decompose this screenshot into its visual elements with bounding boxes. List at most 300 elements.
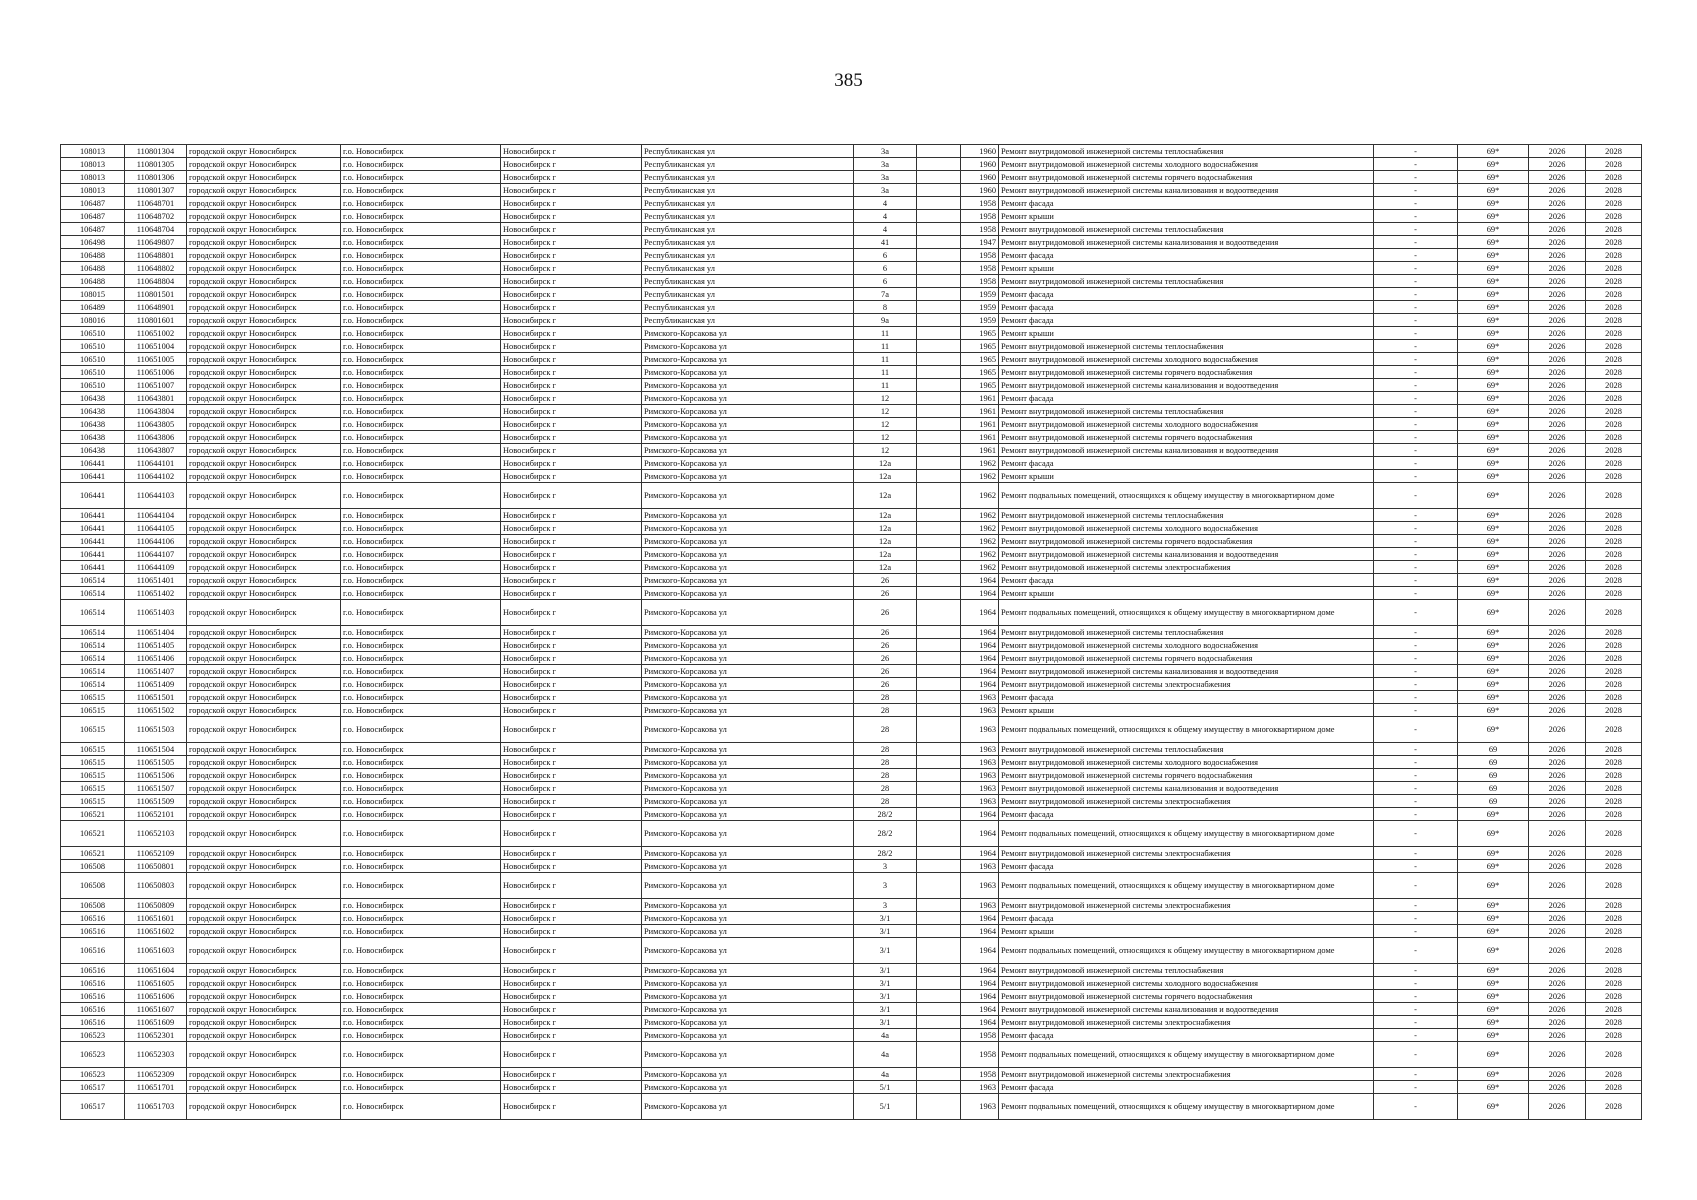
cell-house-id: 106515 (61, 795, 125, 808)
cell-cost: - (1374, 236, 1458, 249)
cell-work-type: Ремонт крыши (999, 262, 1374, 275)
cell-municipality: г.о. Новосибирск (341, 444, 501, 457)
cell-end-year: 2028 (1586, 197, 1642, 210)
cell-work-type: Ремонт внутридомовой инженерной системы теплоснабжения (999, 964, 1374, 977)
cell-municipal-district: городской округ Новосибирск (187, 353, 341, 366)
cell-municipality: г.о. Новосибирск (341, 1042, 501, 1068)
cell-house-number: 12 (854, 431, 917, 444)
cell-start-year: 2026 (1529, 353, 1586, 366)
cell-work-type: Ремонт внутридомовой инженерной системы канализования и водоотведения (999, 782, 1374, 795)
cell-construction-year: 1958 (961, 210, 999, 223)
cell-end-year: 2028 (1586, 405, 1642, 418)
cell-settlement: Новосибирск г (501, 444, 642, 457)
cell-house-number: 3/1 (854, 912, 917, 925)
cell-construction-year: 1964 (961, 600, 999, 626)
cell-municipality: г.о. Новосибирск (341, 639, 501, 652)
cell-construction-year: 1964 (961, 626, 999, 639)
table-row (61, 600, 1642, 626)
cell-house-id: 106441 (61, 509, 125, 522)
cell-municipal-district: городской округ Новосибирск (187, 600, 341, 626)
cell-municipality: г.о. Новосибирск (341, 808, 501, 821)
cell-house-number: 4 (854, 210, 917, 223)
cell-municipality: г.о. Новосибирск (341, 223, 501, 236)
cell-work-id: 110651002 (125, 327, 187, 340)
cell-work-id: 110651605 (125, 977, 187, 990)
cell-construction-year: 1964 (961, 964, 999, 977)
cell-settlement: Новосибирск г (501, 639, 642, 652)
cell-work-id: 110651402 (125, 587, 187, 600)
cell-house-number: 3 (854, 873, 917, 899)
cell-municipality: г.о. Новосибирск (341, 626, 501, 639)
cell-building-number (917, 405, 961, 418)
cell-building-number (917, 691, 961, 704)
cell-period-number: 69* (1458, 249, 1529, 262)
cell-construction-year: 1959 (961, 314, 999, 327)
cell-work-type: Ремонт фасада (999, 1029, 1374, 1042)
cell-house-id: 106516 (61, 1003, 125, 1016)
cell-cost: - (1374, 418, 1458, 431)
cell-house-number: 12а (854, 457, 917, 470)
cell-street: Римского-Корсакова ул (642, 1003, 854, 1016)
cell-building-number (917, 561, 961, 574)
cell-work-type: Ремонт крыши (999, 327, 1374, 340)
cell-municipality: г.о. Новосибирск (341, 457, 501, 470)
cell-start-year: 2026 (1529, 210, 1586, 223)
cell-settlement: Новосибирск г (501, 912, 642, 925)
cell-street: Римского-Корсакова ул (642, 1068, 854, 1081)
cell-municipal-district: городской округ Новосибирск (187, 587, 341, 600)
cell-start-year: 2026 (1529, 145, 1586, 158)
table-row (61, 925, 1642, 938)
table-row (61, 808, 1642, 821)
cell-building-number (917, 340, 961, 353)
cell-work-id: 110651606 (125, 990, 187, 1003)
cell-start-year: 2026 (1529, 470, 1586, 483)
cell-construction-year: 1965 (961, 340, 999, 353)
cell-work-type: Ремонт подвальных помещений, относящихся к общему имуществу в многоквартирном доме (999, 1042, 1374, 1068)
cell-end-year: 2028 (1586, 262, 1642, 275)
cell-settlement: Новосибирск г (501, 847, 642, 860)
cell-street: Римского-Корсакова ул (642, 444, 854, 457)
cell-building-number (917, 717, 961, 743)
cell-cost: - (1374, 1029, 1458, 1042)
cell-house-number: 26 (854, 678, 917, 691)
cell-work-type: Ремонт внутридомовой инженерной системы канализования и водоотведения (999, 184, 1374, 197)
cell-work-id: 110648702 (125, 210, 187, 223)
cell-house-number: 7а (854, 288, 917, 301)
cell-building-number (917, 977, 961, 990)
cell-start-year: 2026 (1529, 899, 1586, 912)
cell-start-year: 2026 (1529, 977, 1586, 990)
cell-house-id: 106514 (61, 587, 125, 600)
cell-start-year: 2026 (1529, 392, 1586, 405)
cell-construction-year: 1964 (961, 587, 999, 600)
cell-work-type: Ремонт внутридомовой инженерной системы теплоснабжения (999, 743, 1374, 756)
cell-house-number: 11 (854, 366, 917, 379)
cell-house-number: 6 (854, 275, 917, 288)
cell-street: Римского-Корсакова ул (642, 964, 854, 977)
cell-building-number (917, 314, 961, 327)
cell-house-number: 6 (854, 262, 917, 275)
table-row (61, 652, 1642, 665)
cell-street: Римского-Корсакова ул (642, 392, 854, 405)
table-row (61, 821, 1642, 847)
table-row (61, 990, 1642, 1003)
table-row (61, 1029, 1642, 1042)
cell-end-year: 2028 (1586, 899, 1642, 912)
cell-settlement: Новосибирск г (501, 717, 642, 743)
cell-period-number: 69* (1458, 808, 1529, 821)
cell-end-year: 2028 (1586, 509, 1642, 522)
cell-construction-year: 1964 (961, 912, 999, 925)
cell-work-type: Ремонт крыши (999, 704, 1374, 717)
cell-end-year: 2028 (1586, 379, 1642, 392)
cell-cost: - (1374, 184, 1458, 197)
table-row (61, 418, 1642, 431)
cell-cost: - (1374, 223, 1458, 236)
cell-work-id: 110651406 (125, 652, 187, 665)
cell-street: Республиканская ул (642, 301, 854, 314)
cell-settlement: Новосибирск г (501, 275, 642, 288)
cell-work-type: Ремонт внутридомовой инженерной системы канализования и водоотведения (999, 548, 1374, 561)
cell-construction-year: 1964 (961, 990, 999, 1003)
cell-start-year: 2026 (1529, 366, 1586, 379)
cell-end-year: 2028 (1586, 678, 1642, 691)
cell-cost: - (1374, 652, 1458, 665)
cell-cost: - (1374, 1003, 1458, 1016)
cell-cost: - (1374, 483, 1458, 509)
cell-house-number: 28/2 (854, 808, 917, 821)
cell-settlement: Новосибирск г (501, 470, 642, 483)
cell-cost: - (1374, 756, 1458, 769)
cell-end-year: 2028 (1586, 353, 1642, 366)
cell-construction-year: 1962 (961, 522, 999, 535)
cell-house-id: 108013 (61, 171, 125, 184)
cell-municipal-district: городской округ Новосибирск (187, 366, 341, 379)
cell-house-id: 106514 (61, 574, 125, 587)
cell-work-type: Ремонт внутридомовой инженерной системы теплоснабжения (999, 509, 1374, 522)
cell-end-year: 2028 (1586, 964, 1642, 977)
cell-cost: - (1374, 262, 1458, 275)
cell-street: Римского-Корсакова ул (642, 470, 854, 483)
cell-period-number: 69* (1458, 1003, 1529, 1016)
cell-municipal-district: городской округ Новосибирск (187, 470, 341, 483)
cell-cost: - (1374, 743, 1458, 756)
cell-work-type: Ремонт внутридомовой инженерной системы электроснабжения (999, 795, 1374, 808)
cell-municipality: г.о. Новосибирск (341, 704, 501, 717)
cell-end-year: 2028 (1586, 990, 1642, 1003)
cell-settlement: Новосибирск г (501, 990, 642, 1003)
cell-cost: - (1374, 444, 1458, 457)
cell-start-year: 2026 (1529, 860, 1586, 873)
cell-municipal-district: городской округ Новосибирск (187, 795, 341, 808)
cell-period-number: 69 (1458, 769, 1529, 782)
cell-building-number (917, 353, 961, 366)
cell-municipality: г.о. Новосибирск (341, 470, 501, 483)
cell-period-number: 69* (1458, 535, 1529, 548)
cell-work-id: 110648802 (125, 262, 187, 275)
cell-cost: - (1374, 1081, 1458, 1094)
cell-house-number: 8 (854, 301, 917, 314)
cell-house-id: 106516 (61, 990, 125, 1003)
cell-work-type: Ремонт внутридомовой инженерной системы холодного водоснабжения (999, 639, 1374, 652)
cell-end-year: 2028 (1586, 691, 1642, 704)
cell-house-id: 106514 (61, 665, 125, 678)
cell-work-type: Ремонт внутридомовой инженерной системы горячего водоснабжения (999, 366, 1374, 379)
table-row (61, 717, 1642, 743)
cell-cost: - (1374, 782, 1458, 795)
cell-work-id: 110644106 (125, 535, 187, 548)
cell-building-number (917, 938, 961, 964)
cell-end-year: 2028 (1586, 1094, 1642, 1120)
cell-house-number: 12а (854, 509, 917, 522)
cell-work-type: Ремонт подвальных помещений, относящихся к общему имуществу в многоквартирном доме (999, 600, 1374, 626)
cell-work-id: 110650801 (125, 860, 187, 873)
cell-municipality: г.о. Новосибирск (341, 1094, 501, 1120)
cell-settlement: Новосибирск г (501, 1094, 642, 1120)
cell-street: Римского-Корсакова ул (642, 353, 854, 366)
cell-settlement: Новосибирск г (501, 899, 642, 912)
cell-period-number: 69* (1458, 457, 1529, 470)
cell-period-number: 69* (1458, 925, 1529, 938)
cell-cost: - (1374, 275, 1458, 288)
cell-municipal-district: городской округ Новосибирск (187, 405, 341, 418)
cell-start-year: 2026 (1529, 314, 1586, 327)
cell-house-number: 28 (854, 704, 917, 717)
cell-municipal-district: городской округ Новосибирск (187, 691, 341, 704)
cell-work-type: Ремонт крыши (999, 587, 1374, 600)
table-row (61, 938, 1642, 964)
cell-start-year: 2026 (1529, 925, 1586, 938)
cell-work-id: 110651506 (125, 769, 187, 782)
cell-settlement: Новосибирск г (501, 782, 642, 795)
cell-period-number: 69* (1458, 548, 1529, 561)
table-row (61, 743, 1642, 756)
cell-cost: - (1374, 457, 1458, 470)
cell-settlement: Новосибирск г (501, 301, 642, 314)
cell-municipality: г.о. Новосибирск (341, 509, 501, 522)
cell-start-year: 2026 (1529, 288, 1586, 301)
cell-construction-year: 1964 (961, 574, 999, 587)
cell-municipality: г.о. Новосибирск (341, 561, 501, 574)
cell-cost: - (1374, 626, 1458, 639)
cell-cost: - (1374, 1016, 1458, 1029)
cell-municipality: г.о. Новосибирск (341, 756, 501, 769)
cell-period-number: 69* (1458, 873, 1529, 899)
cell-end-year: 2028 (1586, 366, 1642, 379)
cell-end-year: 2028 (1586, 392, 1642, 405)
cell-start-year: 2026 (1529, 340, 1586, 353)
cell-work-type: Ремонт внутридомовой инженерной системы горячего водоснабжения (999, 171, 1374, 184)
cell-building-number (917, 639, 961, 652)
cell-period-number: 69* (1458, 587, 1529, 600)
cell-period-number: 69* (1458, 652, 1529, 665)
cell-work-id: 110651505 (125, 756, 187, 769)
cell-building-number (917, 1094, 961, 1120)
cell-street: Римского-Корсакова ул (642, 327, 854, 340)
cell-house-number: 3/1 (854, 925, 917, 938)
cell-street: Римского-Корсакова ул (642, 509, 854, 522)
cell-start-year: 2026 (1529, 743, 1586, 756)
table-row (61, 327, 1642, 340)
cell-settlement: Новосибирск г (501, 340, 642, 353)
cell-construction-year: 1962 (961, 548, 999, 561)
table-row (61, 1081, 1642, 1094)
cell-work-id: 110643807 (125, 444, 187, 457)
cell-cost: - (1374, 977, 1458, 990)
cell-end-year: 2028 (1586, 756, 1642, 769)
cell-end-year: 2028 (1586, 431, 1642, 444)
cell-settlement: Новосибирск г (501, 873, 642, 899)
cell-settlement: Новосибирск г (501, 665, 642, 678)
cell-work-type: Ремонт внутридомовой инженерной системы горячего водоснабжения (999, 431, 1374, 444)
cell-work-type: Ремонт внутридомовой инженерной системы холодного водоснабжения (999, 977, 1374, 990)
cell-municipality: г.о. Новосибирск (341, 145, 501, 158)
cell-house-id: 106441 (61, 535, 125, 548)
table-row (61, 379, 1642, 392)
cell-house-id: 106514 (61, 626, 125, 639)
cell-end-year: 2028 (1586, 652, 1642, 665)
cell-house-id: 106521 (61, 821, 125, 847)
cell-work-id: 110648804 (125, 275, 187, 288)
cell-work-id: 110652301 (125, 1029, 187, 1042)
cell-municipality: г.о. Новосибирск (341, 522, 501, 535)
cell-period-number: 69* (1458, 821, 1529, 847)
cell-street: Римского-Корсакова ул (642, 665, 854, 678)
cell-settlement: Новосибирск г (501, 795, 642, 808)
cell-house-number: 41 (854, 236, 917, 249)
cell-end-year: 2028 (1586, 1068, 1642, 1081)
cell-cost: - (1374, 990, 1458, 1003)
cell-start-year: 2026 (1529, 782, 1586, 795)
cell-end-year: 2028 (1586, 574, 1642, 587)
cell-house-number: 28/2 (854, 821, 917, 847)
cell-cost: - (1374, 509, 1458, 522)
cell-municipal-district: городской округ Новосибирск (187, 769, 341, 782)
table-row (61, 678, 1642, 691)
cell-municipality: г.о. Новосибирск (341, 392, 501, 405)
cell-building-number (917, 678, 961, 691)
cell-work-type: Ремонт внутридомовой инженерной системы теплоснабжения (999, 626, 1374, 639)
cell-end-year: 2028 (1586, 561, 1642, 574)
cell-settlement: Новосибирск г (501, 327, 642, 340)
cell-start-year: 2026 (1529, 1094, 1586, 1120)
cell-municipality: г.о. Новосибирск (341, 912, 501, 925)
table-row (61, 340, 1642, 353)
cell-period-number: 69* (1458, 314, 1529, 327)
cell-house-number: 9а (854, 314, 917, 327)
cell-municipality: г.о. Новосибирск (341, 847, 501, 860)
cell-work-id: 110652101 (125, 808, 187, 821)
cell-building-number (917, 444, 961, 457)
cell-house-id: 106516 (61, 938, 125, 964)
cell-period-number: 69* (1458, 912, 1529, 925)
cell-municipal-district: городской округ Новосибирск (187, 639, 341, 652)
cell-municipality: г.о. Новосибирск (341, 1016, 501, 1029)
cell-house-number: 28 (854, 756, 917, 769)
cell-house-id: 106516 (61, 964, 125, 977)
cell-municipality: г.о. Новосибирск (341, 548, 501, 561)
cell-work-id: 110644103 (125, 483, 187, 509)
cell-settlement: Новосибирск г (501, 756, 642, 769)
table-row (61, 1094, 1642, 1120)
cell-municipality: г.о. Новосибирск (341, 964, 501, 977)
cell-cost: - (1374, 639, 1458, 652)
cell-period-number: 69* (1458, 340, 1529, 353)
cell-street: Римского-Корсакова ул (642, 912, 854, 925)
cell-house-number: 4а (854, 1042, 917, 1068)
cell-start-year: 2026 (1529, 275, 1586, 288)
cell-construction-year: 1964 (961, 977, 999, 990)
cell-work-type: Ремонт подвальных помещений, относящихся к общему имуществу в многоквартирном доме (999, 821, 1374, 847)
cell-house-id: 106438 (61, 392, 125, 405)
cell-end-year: 2028 (1586, 301, 1642, 314)
cell-end-year: 2028 (1586, 704, 1642, 717)
cell-house-id: 106523 (61, 1042, 125, 1068)
table-row (61, 964, 1642, 977)
cell-street: Римского-Корсакова ул (642, 418, 854, 431)
cell-municipal-district: городской округ Новосибирск (187, 1029, 341, 1042)
cell-street: Республиканская ул (642, 145, 854, 158)
cell-period-number: 69* (1458, 639, 1529, 652)
cell-municipal-district: городской округ Новосибирск (187, 1081, 341, 1094)
table-row (61, 1042, 1642, 1068)
cell-end-year: 2028 (1586, 808, 1642, 821)
cell-settlement: Новосибирск г (501, 808, 642, 821)
cell-construction-year: 1965 (961, 353, 999, 366)
cell-work-type: Ремонт подвальных помещений, относящихся к общему имуществу в многоквартирном доме (999, 483, 1374, 509)
cell-municipal-district: городской округ Новосибирск (187, 821, 341, 847)
cell-house-number: 11 (854, 327, 917, 340)
cell-settlement: Новосибирск г (501, 223, 642, 236)
cell-municipal-district: городской округ Новосибирск (187, 483, 341, 509)
cell-start-year: 2026 (1529, 691, 1586, 704)
table-row (61, 847, 1642, 860)
cell-building-number (917, 1042, 961, 1068)
cell-street: Республиканская ул (642, 197, 854, 210)
cell-end-year: 2028 (1586, 587, 1642, 600)
cell-municipality: г.о. Новосибирск (341, 652, 501, 665)
cell-work-id: 110648801 (125, 249, 187, 262)
cell-street: Римского-Корсакова ул (642, 652, 854, 665)
cell-work-id: 110652309 (125, 1068, 187, 1081)
cell-work-id: 110651502 (125, 704, 187, 717)
cell-cost: - (1374, 574, 1458, 587)
cell-cost: - (1374, 873, 1458, 899)
cell-building-number (917, 418, 961, 431)
cell-house-id: 106438 (61, 444, 125, 457)
cell-start-year: 2026 (1529, 587, 1586, 600)
cell-building-number (917, 652, 961, 665)
cell-house-number: 6 (854, 249, 917, 262)
cell-municipal-district: городской округ Новосибирск (187, 197, 341, 210)
cell-building-number (917, 860, 961, 873)
cell-house-id: 106515 (61, 743, 125, 756)
cell-municipal-district: городской округ Новосибирск (187, 249, 341, 262)
cell-street: Римского-Корсакова ул (642, 756, 854, 769)
cell-municipality: г.о. Новосибирск (341, 1003, 501, 1016)
cell-period-number: 69* (1458, 600, 1529, 626)
cell-municipal-district: городской округ Новосибирск (187, 301, 341, 314)
cell-house-id: 106441 (61, 470, 125, 483)
cell-house-id: 106441 (61, 561, 125, 574)
cell-end-year: 2028 (1586, 1042, 1642, 1068)
cell-municipal-district: городской округ Новосибирск (187, 626, 341, 639)
cell-work-type: Ремонт внутридомовой инженерной системы теплоснабжения (999, 145, 1374, 158)
cell-settlement: Новосибирск г (501, 821, 642, 847)
cell-settlement: Новосибирск г (501, 405, 642, 418)
cell-building-number (917, 847, 961, 860)
